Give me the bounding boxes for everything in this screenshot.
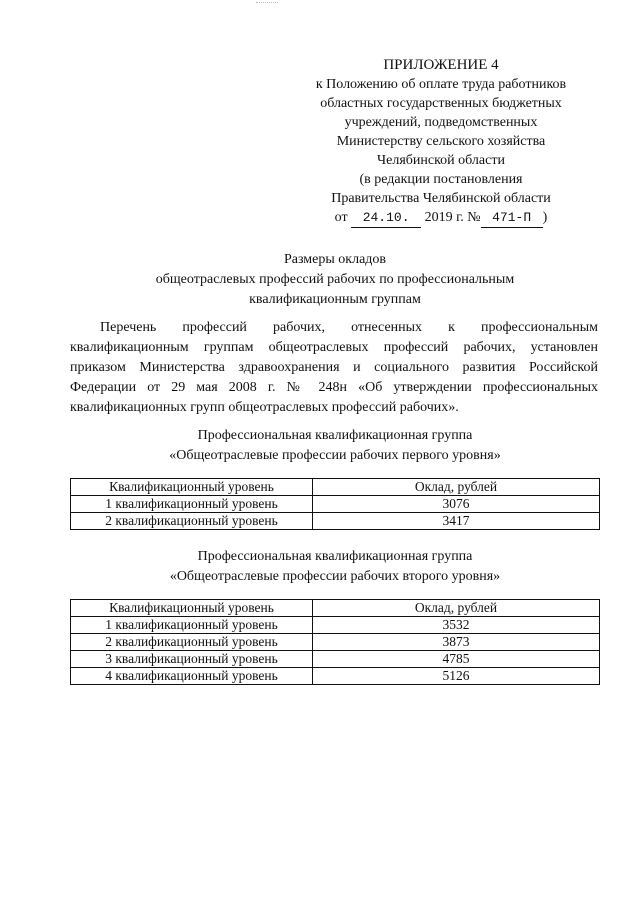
cell-salary: 3873 [313, 634, 600, 651]
closing-paren: ) [542, 210, 548, 225]
date-field: 24.10. [351, 208, 421, 228]
group-subtitle: «Общеотраслевые профессии рабочих первого уровня» [169, 448, 501, 463]
group-title: Профессиональная квалификационная группа [197, 549, 473, 564]
appendix-line: Правительства Челябинской области [331, 191, 551, 206]
cell-salary: 3417 [313, 513, 600, 530]
table-header-row [71, 600, 600, 617]
header-level: Квалификационный уровень [71, 600, 313, 617]
table-header-row [71, 479, 600, 496]
table-row [71, 651, 600, 668]
cell-level: 4 квалификационный уровень [71, 668, 313, 685]
heading-line: Размеры окладов [283, 252, 387, 267]
cell-salary: 3532 [313, 617, 600, 634]
cell-salary: 4785 [313, 651, 600, 668]
resolution-number-field: 471-П [481, 208, 543, 228]
heading-line: общеотраслевых профессий рабочих по профессиональным [155, 272, 515, 287]
cell-level: 1 квалификационный уровень [71, 496, 313, 513]
salary-table-group-1 [70, 478, 600, 530]
appendix-line: областных государственных бюджетных [320, 96, 562, 111]
header-salary: Оклад, рублей [313, 479, 600, 496]
group-title: Профессиональная квалификационная группа [197, 428, 473, 443]
intro-paragraph: Перечень профессий рабочих, отнесенных к профессиональным квалификационным группам общеотраслевых профессий рабочих, установлен приказом Министерства здравоохранения и социального развития Российской Федерации от 29 мая 2008 г. № 248н «Об утверждении профессиональных квалификационных групп общеотраслевых профессий рабочих». [70, 320, 598, 415]
appendix-line: Министерству сельского хозяйства [336, 134, 546, 149]
cell-level: 3 квалификационный уровень [71, 651, 313, 668]
header-salary: Оклад, рублей [313, 600, 600, 617]
cell-salary: 3076 [313, 496, 600, 513]
date-prefix: от [334, 210, 348, 225]
table-row [71, 668, 600, 685]
cell-salary: 5126 [313, 668, 600, 685]
cell-level: 2 квалификационный уровень [71, 513, 313, 530]
document-heading [70, 250, 600, 310]
group-2-heading [70, 547, 600, 587]
cell-level: 1 квалификационный уровень [71, 617, 313, 634]
cell-level: 2 квалификационный уровень [71, 634, 313, 651]
group-subtitle: «Общеотраслевые профессии рабочих второго уровня» [169, 569, 501, 584]
appendix-line: учреждений, подведомственных [344, 115, 538, 130]
table-row [71, 513, 600, 530]
appendix-line: (в редакции постановления [359, 172, 523, 187]
appendix-line: Челябинской области [377, 153, 505, 168]
appendix-line: к Положению об оплате труда работников [315, 77, 567, 92]
heading-line: квалификационным группам [249, 292, 421, 307]
table-row [71, 617, 600, 634]
salary-table-group-2 [70, 599, 600, 685]
appendix-title: ПРИЛОЖЕНИЕ 4 [383, 57, 499, 73]
year-text: 2019 г. № [424, 210, 481, 225]
header-level: Квалификационный уровень [71, 479, 313, 496]
resolution-date-line [296, 208, 586, 228]
table-row [71, 496, 600, 513]
group-1-heading [70, 426, 600, 466]
appendix-block [296, 56, 586, 228]
scan-artifact [256, 2, 278, 7]
table-row [71, 634, 600, 651]
